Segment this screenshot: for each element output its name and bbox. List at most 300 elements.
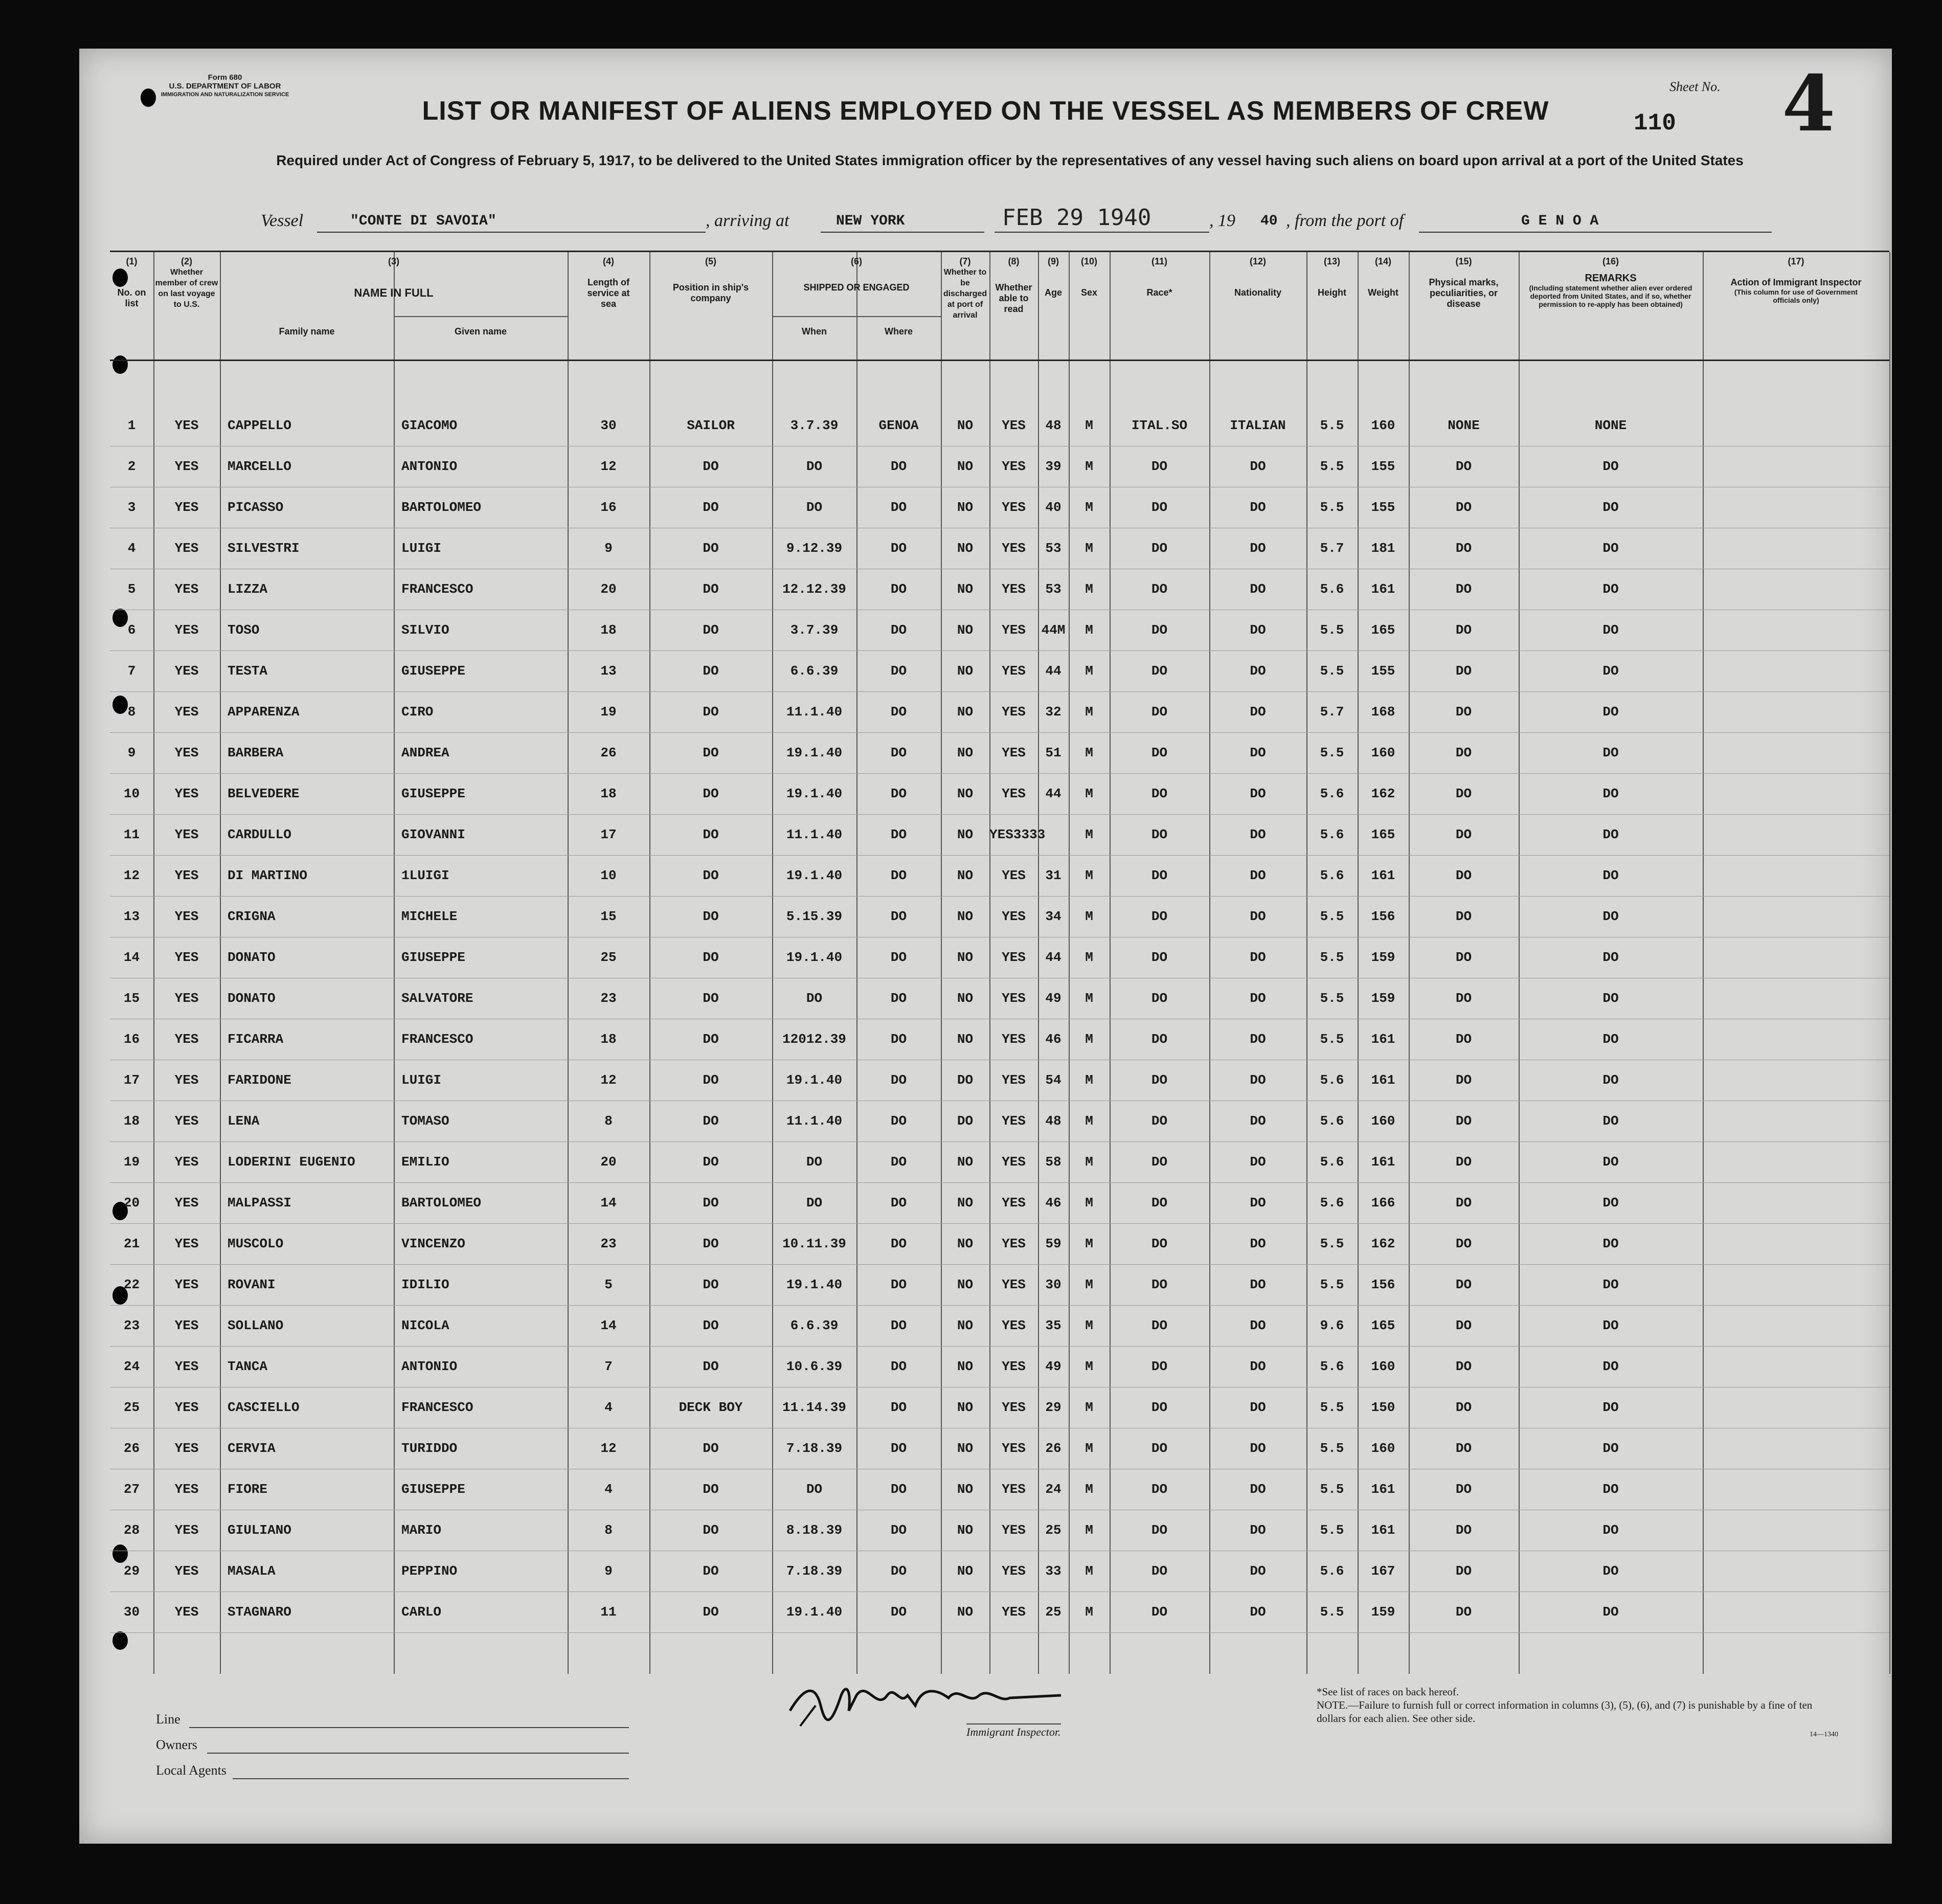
- shipped-when: 5.15.39: [786, 909, 843, 924]
- crew-last-voyage: YES: [174, 1563, 199, 1579]
- position: DO: [703, 1482, 719, 1497]
- position: SAILOR: [687, 418, 735, 433]
- col-header-5: [649, 256, 772, 304]
- discharged: NO: [957, 786, 974, 801]
- col-number: (4): [603, 256, 614, 266]
- height: 5.5: [1320, 1604, 1344, 1620]
- note-label: NOTE.: [1317, 1699, 1348, 1711]
- race: DO: [1151, 1032, 1168, 1047]
- position: DO: [703, 950, 719, 965]
- physical-marks: DO: [1455, 1236, 1472, 1251]
- shipped-where: DO: [890, 868, 907, 883]
- line-field: [189, 1713, 629, 1728]
- crew-last-voyage: YES: [174, 1400, 199, 1415]
- nationality: DO: [1250, 1604, 1266, 1620]
- height: 5.6: [1320, 581, 1344, 597]
- able-to-read: YES: [1002, 1482, 1026, 1497]
- position: DO: [703, 1154, 719, 1170]
- race: DO: [1151, 1604, 1168, 1620]
- table-row: [110, 1469, 1889, 1510]
- given-name: SILVIO: [401, 622, 449, 638]
- sex: M: [1085, 1195, 1093, 1211]
- table-row: [110, 487, 1889, 528]
- crew-last-voyage: YES: [174, 1277, 199, 1292]
- able-to-read: YES: [1002, 500, 1026, 515]
- col-label: Whether to be discharged at port of arrival: [943, 268, 987, 320]
- family-name: CRIGNA: [228, 909, 276, 924]
- race: DO: [1151, 1563, 1168, 1579]
- sex: M: [1085, 1154, 1093, 1170]
- given-name: GIUSEPPE: [401, 1482, 465, 1497]
- weight: 161: [1371, 1482, 1395, 1497]
- able-to-read: YES: [1002, 786, 1026, 801]
- row-number: 12: [123, 868, 140, 883]
- crew-last-voyage: YES: [174, 663, 199, 679]
- physical-marks: DO: [1455, 500, 1472, 515]
- from-label: , from the port of: [1286, 211, 1404, 230]
- physical-marks: DO: [1455, 1113, 1472, 1129]
- col-header-13: [1306, 256, 1358, 298]
- discharged: NO: [957, 1032, 974, 1047]
- position: DO: [703, 991, 719, 1006]
- shipped-where: DO: [890, 827, 907, 842]
- service-length: 12: [600, 459, 617, 474]
- position: DO: [703, 541, 719, 556]
- race: ITAL.SO: [1131, 418, 1188, 433]
- height: 5.5: [1320, 950, 1344, 965]
- shipped-when: 8.18.39: [786, 1522, 843, 1538]
- service-length: 12: [600, 1441, 617, 1456]
- sex: M: [1085, 868, 1093, 883]
- table-row: [110, 1183, 1889, 1224]
- col-number: (5): [705, 256, 716, 266]
- service-length: 20: [600, 581, 617, 597]
- shipped-where: DO: [890, 1563, 907, 1579]
- shipped-when: 19.1.40: [786, 1072, 843, 1088]
- row-number: 25: [123, 1400, 140, 1415]
- row-number: 10: [123, 786, 140, 801]
- crew-last-voyage: YES: [174, 827, 199, 842]
- family-name: MASALA: [228, 1563, 276, 1579]
- position: DO: [703, 745, 719, 760]
- race: DO: [1151, 459, 1168, 474]
- shipped-when: DO: [806, 459, 823, 474]
- service-length: 15: [600, 909, 617, 924]
- sex: M: [1085, 1400, 1093, 1415]
- row-number: 4: [127, 541, 136, 556]
- physical-marks: DO: [1455, 1154, 1472, 1170]
- given-name: 1LUIGI: [401, 868, 449, 883]
- service-length: 20: [600, 1154, 617, 1170]
- family-name: DONATO: [228, 950, 276, 965]
- physical-marks: DO: [1455, 704, 1472, 720]
- row-number: 26: [123, 1441, 140, 1456]
- able-to-read: YES: [1002, 1195, 1026, 1211]
- shipped-when: DO: [806, 1195, 823, 1211]
- form-code: 14—1340: [1810, 1731, 1838, 1738]
- shipped-when: DO: [806, 500, 823, 515]
- nationality: DO: [1250, 704, 1266, 720]
- family-name: FIORE: [228, 1482, 268, 1497]
- given-name-header: Given name: [454, 326, 507, 337]
- crew-last-voyage: YES: [174, 1604, 199, 1620]
- table-row: [110, 1428, 1889, 1469]
- service-length: 23: [600, 991, 617, 1006]
- age: 51: [1045, 745, 1062, 760]
- discharged: NO: [957, 991, 974, 1006]
- position: DO: [703, 1359, 719, 1374]
- given-name: GIUSEPPE: [401, 950, 465, 965]
- shipped-where: DO: [890, 1113, 907, 1129]
- service-length: 14: [600, 1195, 617, 1211]
- table-row: [110, 610, 1889, 651]
- age: 34: [1045, 909, 1062, 924]
- nationality: ITALIAN: [1230, 418, 1286, 433]
- family-name: CERVIA: [228, 1441, 276, 1456]
- physical-marks: DO: [1455, 459, 1472, 474]
- requirement-text: Required under Act of Congress of February 5, 1917, to be delivered to the United States immigration officer by the representatives of any vessel having such aliens on board upon arrival at a port of the United States: [276, 152, 1744, 168]
- family-name: MARCELLO: [228, 459, 291, 474]
- able-to-read: YES: [1002, 1113, 1026, 1129]
- given-name: CARLO: [401, 1604, 442, 1620]
- physical-marks: DO: [1455, 581, 1472, 597]
- nationality: DO: [1250, 950, 1266, 965]
- height: 5.5: [1320, 1277, 1344, 1292]
- discharged: NO: [957, 581, 974, 597]
- agents-field: [233, 1764, 629, 1779]
- discharged: NO: [957, 868, 974, 883]
- col-label: REMARKS: [1585, 273, 1637, 284]
- able-to-read: YES: [1002, 1441, 1026, 1456]
- age: 59: [1045, 1236, 1062, 1251]
- age: 48: [1045, 418, 1062, 433]
- weight: 161: [1371, 1032, 1395, 1047]
- arriving-label: , arriving at: [706, 211, 789, 230]
- remarks: DO: [1602, 950, 1619, 965]
- shipped-where: DO: [890, 1318, 907, 1333]
- nationality: DO: [1250, 991, 1266, 1006]
- table-row: [110, 406, 1889, 446]
- nationality: DO: [1250, 868, 1266, 883]
- given-name: ANTONIO: [401, 459, 458, 474]
- sheet-label: Sheet No.: [1669, 79, 1721, 94]
- col-label: SHIPPED OR ENGAGED: [803, 282, 910, 293]
- able-to-read: YES: [1002, 704, 1026, 720]
- shipped-when: 19.1.40: [786, 786, 843, 801]
- able-to-read: YES: [1002, 418, 1026, 433]
- able-to-read: YES: [1002, 622, 1026, 638]
- weight: 160: [1371, 745, 1395, 760]
- race: DO: [1151, 1277, 1168, 1292]
- age: 31: [1045, 868, 1062, 883]
- crew-last-voyage: YES: [174, 909, 199, 924]
- height: 5.5: [1320, 663, 1344, 679]
- sex: M: [1085, 622, 1093, 638]
- family-name: FICARRA: [228, 1032, 284, 1047]
- weight: 160: [1371, 1113, 1395, 1129]
- able-to-read: YES: [1002, 663, 1026, 679]
- position: DO: [703, 827, 719, 842]
- sex: M: [1085, 1072, 1093, 1088]
- year-suffix: 40: [1260, 213, 1278, 229]
- service-length: 23: [600, 1236, 617, 1251]
- row-number: 1: [127, 418, 136, 433]
- able-to-read: YES: [1002, 868, 1026, 883]
- col-number: (10): [1080, 256, 1097, 266]
- sex: M: [1085, 1359, 1093, 1374]
- race: DO: [1151, 1522, 1168, 1538]
- physical-marks: DO: [1455, 868, 1472, 883]
- fine-note: [1317, 1698, 1838, 1725]
- able-to-read: YES: [1002, 1604, 1026, 1620]
- weight: 161: [1371, 1522, 1395, 1538]
- given-name: LUIGI: [401, 541, 442, 556]
- nationality: DO: [1250, 1113, 1266, 1129]
- age: 53: [1045, 541, 1062, 556]
- able-to-read: YES: [1002, 1400, 1026, 1415]
- remarks: DO: [1602, 868, 1619, 883]
- shipped-where: DO: [890, 1522, 907, 1538]
- remarks: DO: [1602, 663, 1619, 679]
- nationality: DO: [1250, 1236, 1266, 1251]
- shipped-when: DO: [806, 1482, 823, 1497]
- owners-label: Owners: [156, 1737, 197, 1752]
- table-row: [110, 528, 1889, 569]
- height: 5.7: [1320, 704, 1344, 720]
- weight: 160: [1371, 1441, 1395, 1456]
- col-label: NAME IN FULL: [354, 286, 434, 299]
- remarks: DO: [1602, 704, 1619, 720]
- remarks: DO: [1602, 1236, 1619, 1251]
- able-to-read: YES: [1002, 991, 1026, 1006]
- physical-marks: DO: [1455, 786, 1472, 801]
- col-header-3: [220, 256, 568, 298]
- weight: 161: [1371, 868, 1395, 883]
- shipped-when: 7.18.39: [786, 1441, 843, 1456]
- table-row: [110, 1306, 1889, 1347]
- physical-marks: DO: [1455, 1563, 1472, 1579]
- physical-marks: DO: [1455, 950, 1472, 965]
- weight: 162: [1371, 786, 1395, 801]
- discharged: NO: [957, 1563, 974, 1579]
- table-row: [110, 856, 1889, 897]
- age: 30: [1045, 1277, 1062, 1292]
- able-to-read: YES: [1002, 541, 1026, 556]
- family-name: CAPPELLO: [228, 418, 291, 433]
- able-to-read: YES: [1002, 1032, 1026, 1047]
- col-header-1: [110, 256, 153, 309]
- position: DO: [703, 1195, 719, 1211]
- sex: M: [1085, 1318, 1093, 1333]
- given-name: BARTOLOMEO: [401, 500, 482, 515]
- table-row: [110, 1224, 1889, 1265]
- discharged: NO: [957, 1522, 974, 1538]
- position: DO: [703, 1563, 719, 1579]
- remarks: DO: [1602, 622, 1619, 638]
- family-name: DI MARTINO: [228, 868, 308, 883]
- race: DO: [1151, 1359, 1168, 1374]
- shipped-where: DO: [890, 663, 907, 679]
- discharged: NO: [957, 704, 974, 720]
- height: 5.5: [1320, 745, 1344, 760]
- race: DO: [1151, 786, 1168, 801]
- col-number: (1): [126, 256, 138, 266]
- sex: M: [1085, 1482, 1093, 1497]
- row-number: 29: [123, 1563, 140, 1579]
- remarks: DO: [1602, 827, 1619, 842]
- age: 32: [1045, 704, 1062, 720]
- shipped-where: DO: [890, 1236, 907, 1251]
- shipped-where: DO: [890, 1604, 907, 1620]
- remarks: DO: [1602, 1522, 1619, 1538]
- discharged: NO: [957, 745, 974, 760]
- row-number: 15: [123, 991, 140, 1006]
- discharged: NO: [957, 1482, 974, 1497]
- sex: M: [1085, 459, 1093, 474]
- weight: 155: [1371, 500, 1395, 515]
- physical-marks: DO: [1455, 991, 1472, 1006]
- age: 53: [1045, 581, 1062, 597]
- given-name: GIACOMO: [401, 418, 458, 433]
- inspector-label: Immigrant Inspector.: [966, 1723, 1061, 1739]
- agents-label: Local Agents: [156, 1763, 227, 1778]
- given-name: MICHELE: [401, 909, 458, 924]
- shipped-where: DO: [890, 1277, 907, 1292]
- family-name: ROVANI: [228, 1277, 276, 1292]
- nationality: DO: [1250, 500, 1266, 515]
- sex: M: [1085, 1563, 1093, 1579]
- table-row: [110, 569, 1889, 610]
- remarks: DO: [1602, 500, 1619, 515]
- race: DO: [1151, 827, 1168, 842]
- weight: 181: [1371, 541, 1395, 556]
- col-number: (8): [1008, 256, 1020, 266]
- physical-marks: DO: [1455, 1441, 1472, 1456]
- shipped-where: DO: [890, 459, 907, 474]
- remarks: DO: [1602, 1195, 1619, 1211]
- position: DO: [703, 786, 719, 801]
- shipped-when: 6.6.39: [790, 663, 839, 679]
- discharged: NO: [957, 1359, 974, 1374]
- crew-last-voyage: YES: [174, 1318, 199, 1333]
- family-name: BELVEDERE: [228, 786, 300, 801]
- family-name: LODERINI EUGENIO: [228, 1154, 355, 1170]
- manifest-sheet: [79, 49, 1892, 1844]
- vessel-name: "CONTE DI SAVOIA": [350, 213, 496, 229]
- discharged: NO: [957, 541, 974, 556]
- family-name: TOSO: [228, 622, 260, 638]
- weight: 168: [1371, 704, 1395, 720]
- given-name: IDILIO: [401, 1277, 449, 1292]
- footnote: [1317, 1685, 1838, 1741]
- service-length: 30: [600, 418, 617, 433]
- row-number: 14: [123, 950, 140, 965]
- note-text: —Failure to furnish full or correct information in columns (3), (5), (6), and (7) is punishable by a fine of ten dollars for each alien. See other side.: [1317, 1699, 1813, 1724]
- row-number: 16: [123, 1032, 140, 1047]
- race: DO: [1151, 1113, 1168, 1129]
- col-number: (15): [1455, 256, 1472, 266]
- physical-marks: DO: [1455, 1277, 1472, 1292]
- age: 46: [1045, 1195, 1062, 1211]
- race-note: *See list of races on back hereof.: [1317, 1686, 1459, 1698]
- discharged: NO: [957, 663, 974, 679]
- given-name: GIUSEPPE: [401, 663, 465, 679]
- discharged: NO: [957, 622, 974, 638]
- shipped-when: DO: [806, 1154, 823, 1170]
- able-to-read: YES: [1002, 745, 1026, 760]
- form-service: IMMIGRATION AND NATURALIZATION SERVICE: [161, 92, 289, 98]
- shipped-where: DO: [890, 786, 907, 801]
- given-name: TURIDDO: [401, 1441, 458, 1456]
- physical-marks: DO: [1455, 541, 1472, 556]
- crew-last-voyage: YES: [174, 1032, 199, 1047]
- weight: 166: [1371, 1195, 1395, 1211]
- given-name: FRANCESCO: [401, 1032, 473, 1047]
- remarks: DO: [1602, 1032, 1619, 1047]
- physical-marks: DO: [1455, 1522, 1472, 1538]
- sex: M: [1085, 786, 1093, 801]
- col-header-11: [1110, 256, 1209, 298]
- crew-last-voyage: YES: [174, 786, 199, 801]
- position: DO: [703, 663, 719, 679]
- manifest-table: [110, 251, 1889, 1674]
- weight: 159: [1371, 950, 1395, 965]
- col-header-15: [1409, 256, 1519, 309]
- crew-last-voyage: YES: [174, 868, 199, 883]
- race: DO: [1151, 1195, 1168, 1211]
- nationality: DO: [1250, 909, 1266, 924]
- sex: M: [1085, 541, 1093, 556]
- given-name: GIOVANNI: [401, 827, 465, 842]
- family-name: CASCIELLO: [228, 1400, 300, 1415]
- given-name: MARIO: [401, 1522, 442, 1538]
- weight: 165: [1371, 622, 1395, 638]
- physical-marks: DO: [1455, 1032, 1472, 1047]
- col-number: (2): [181, 256, 192, 266]
- family-name: DONATO: [228, 991, 276, 1006]
- row-number: 13: [123, 909, 140, 924]
- remarks: DO: [1602, 1563, 1619, 1579]
- sex: M: [1085, 500, 1093, 515]
- height: 5.6: [1320, 827, 1344, 842]
- able-to-read: YES: [1002, 1236, 1026, 1251]
- where-header: Where: [884, 326, 913, 337]
- remarks: DO: [1602, 786, 1619, 801]
- shipped-when: 11.1.40: [786, 827, 843, 842]
- age: 49: [1045, 991, 1062, 1006]
- service-length: 19: [600, 704, 617, 720]
- height: 5.5: [1320, 459, 1344, 474]
- height: 9.6: [1320, 1318, 1344, 1333]
- crew-last-voyage: YES: [174, 1113, 199, 1129]
- nationality: DO: [1250, 1482, 1266, 1497]
- age: 26: [1045, 1441, 1062, 1456]
- page-title: LIST OR MANIFEST OF ALIENS EMPLOYED ON THE VESSEL AS MEMBERS OF CREW: [422, 96, 1549, 126]
- discharged: NO: [957, 1277, 974, 1292]
- nationality: DO: [1250, 1441, 1266, 1456]
- row-number: 3: [127, 500, 136, 515]
- shipped-where: GENOA: [878, 418, 919, 433]
- remarks: DO: [1602, 1113, 1619, 1129]
- given-name: PEPPINO: [401, 1563, 458, 1579]
- weight: 160: [1371, 1359, 1395, 1374]
- given-name: SALVATORE: [401, 991, 473, 1006]
- nationality: DO: [1250, 786, 1266, 801]
- family-name: GIULIANO: [228, 1522, 291, 1538]
- shipped-where: DO: [890, 1441, 907, 1456]
- remarks: DO: [1602, 1277, 1619, 1292]
- shipped-when: 12.12.39: [782, 581, 846, 597]
